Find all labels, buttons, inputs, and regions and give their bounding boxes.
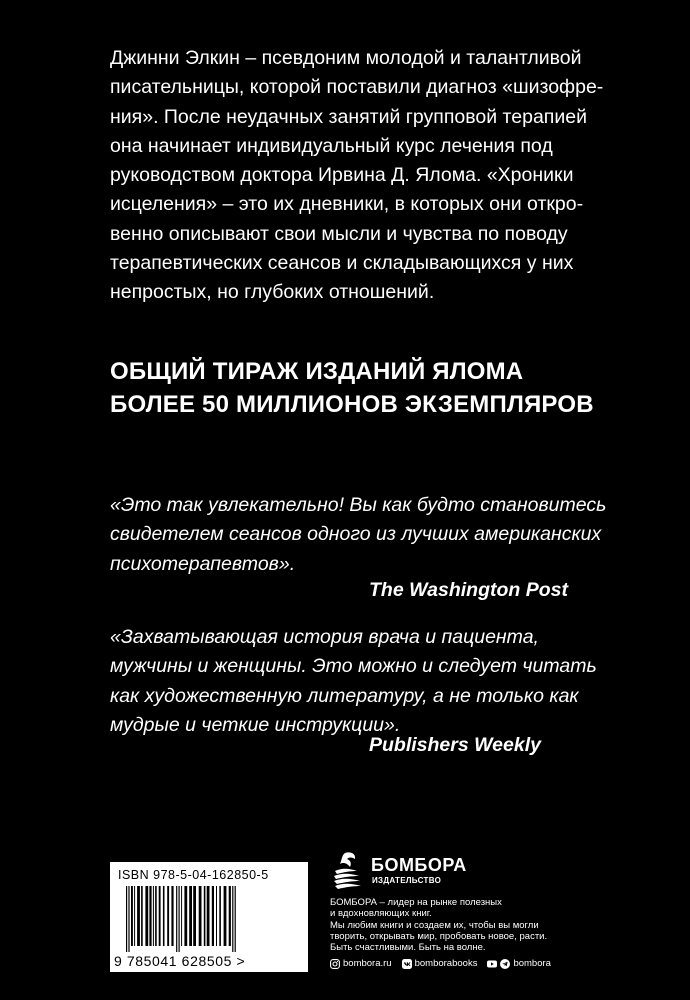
instagram-icon [330,959,340,969]
publisher-name: БОМБОРА [371,855,467,875]
barcode-bar [159,886,161,946]
barcode-bar [184,886,187,946]
barcode-bar [167,886,169,946]
barcode-bar [207,886,210,946]
youtube-icon [487,959,497,969]
social-link-vk[interactable] [402,958,478,970]
barcode-bar [131,886,133,946]
quote-source: Publishers Weekly [369,734,541,756]
barcode-bar [235,886,236,952]
headline-line: БОЛЕЕ 50 МИЛЛИОНОВ ЭКЗЕМПЛЯРОВ [110,391,594,418]
social-label: bomborabooks [414,958,478,969]
vk-icon [402,959,412,969]
barcode-bar [155,886,157,946]
social-label: bombora [513,958,551,969]
barcode-bar [199,886,202,946]
social-link-youtube-telegram[interactable] [487,958,551,970]
quote-line: как художественную литературу, а не только как [110,684,579,707]
social-link-instagram[interactable] [330,958,392,970]
publisher-subtitle: ИЗДАТЕЛЬСТВО [372,876,442,885]
barcode-bar [193,886,196,946]
barcode-bar [229,886,231,946]
description-line: непростых, но глубоких отношений. [110,281,435,304]
bombora-wave-logo-icon [331,850,367,890]
description-line: ния». После неудачных занятий групповой терапией [110,105,587,128]
review-quote [110,623,597,740]
quote-line: свидетелем сеансов одного из лучших американских [110,523,602,546]
description-line: она начинает индивидуальный курс лечения под [110,134,553,157]
description-line: венно описывают свои мысли и чувства по поводу [110,222,568,245]
publisher-description-line: творить, открывать мир, пробовать новое, расти. [330,930,548,942]
barcode-bar [141,886,143,946]
publisher-description [330,897,580,953]
barcode-bar [189,886,192,946]
barcode-bar [224,886,227,946]
barcode-bar [128,886,129,952]
publisher-description-line: и вдохновляющих книг. [330,908,432,920]
description-line: писательницы, которой поставили диагноз «шизофре- [110,76,604,99]
description-line: исцеления» – это их дневники, в которых они откро- [110,193,584,216]
quote-source: The Washington Post [369,579,568,601]
isbn-barcode [110,862,308,972]
barcode-bar [126,886,127,952]
headline-line: ОБЩИЙ ТИРАЖ ИЗДАНИЙ ЯЛОМА [110,358,524,385]
quote-line: мудрые и четкие инструкции». [110,713,401,736]
circulation-headline [110,355,594,421]
quote-line: «Это так увлекательно! Вы как будто становитесь [110,494,607,516]
publisher-description-line: БОМБОРА – лидер на рынке полезных [330,897,502,908]
barcode-bar [179,886,180,952]
barcode-bar [219,886,221,946]
barcode-bar [212,886,214,946]
quote-line: мужчины и женщины. Это можно и следует читать [110,655,597,678]
barcode-bar [149,886,151,946]
barcode-bar [145,886,148,946]
book-description [110,44,604,308]
isbn-label: ISBN 978-5-04-162850-5 [118,868,269,882]
quote-line: «Захватывающая история врача и пациента, [110,626,539,648]
publisher-socials [330,958,561,970]
barcode-bar [137,886,140,946]
social-label: bombora.ru [343,958,392,969]
barcode-bar [181,886,182,946]
barcode-bar [204,886,206,946]
telegram-icon [500,959,510,969]
barcode-bar [171,886,173,946]
barcode-bar [163,886,165,946]
barcode-bar [216,886,217,946]
barcode-digits: 9 785041 628505 > [114,953,246,969]
publisher-description-line: Быть счастливыми. Быть на волне. [330,942,486,954]
barcode-bar [232,886,233,952]
description-line: руководством доктора Ирвина Д. Ялома. «Хроники [110,164,574,187]
description-line: терапевтических сеансов и складывающихся у них [110,252,574,275]
review-quote [110,491,607,579]
quote-line: психотерапевтов». [110,552,296,575]
publisher-description-line: Мы любим книги и создаем их, чтобы вы могли [330,919,539,931]
barcode-bar [134,886,135,946]
barcode-bar [176,886,177,952]
barcode-bars [124,886,300,952]
description-line: Джинни Элкин – псевдоним молодой и талантливой [110,47,582,69]
barcode-bar [153,886,154,946]
